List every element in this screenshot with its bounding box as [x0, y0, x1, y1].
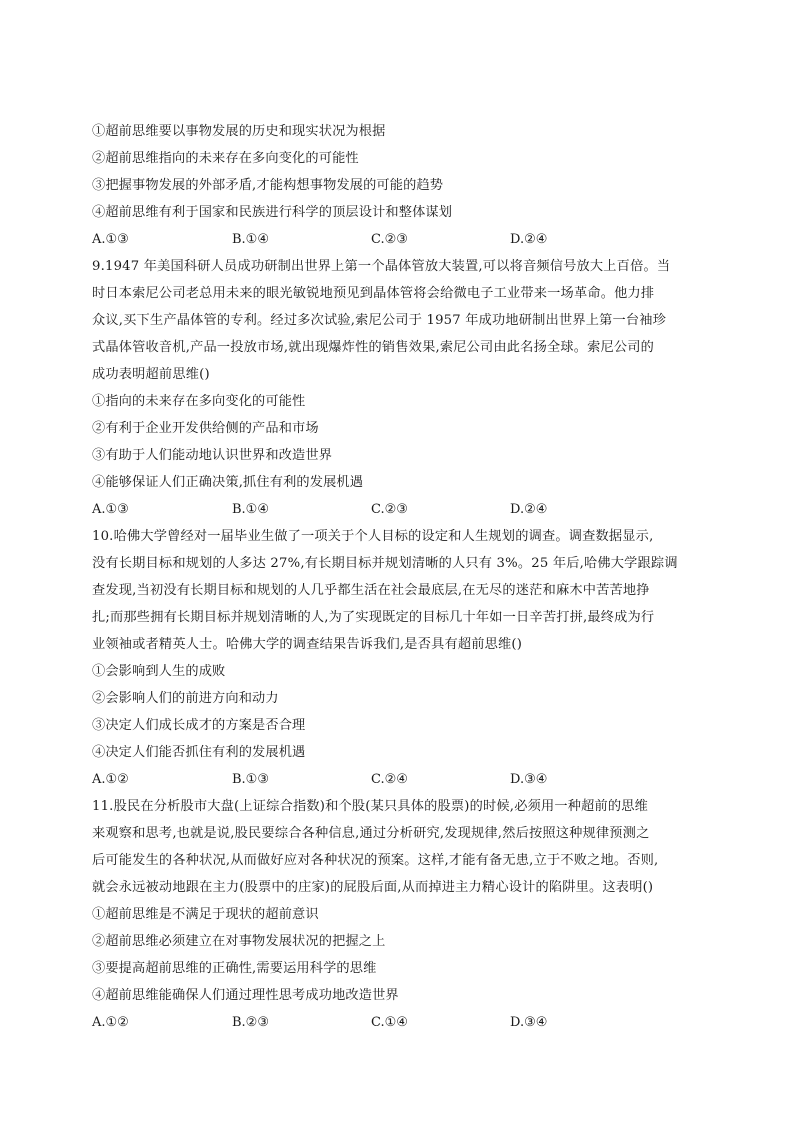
question-9-statements [92, 388, 704, 496]
option-d: D.③④ [510, 772, 548, 787]
statement: ①会影响到人生的成败 [92, 664, 226, 679]
option-c: C.②④ [371, 772, 408, 787]
option-c: C.②③ [371, 232, 408, 247]
statement: ④能够保证人们正确决策,抓住有利的发展机遇 [92, 475, 364, 490]
question-text-line: 10.哈佛大学曾经对一届毕业生做了一项关于个人目标的设定和人生规划的调查。调查数据显示, [92, 529, 654, 544]
statement: ②超前思维必须建立在对事物发展状况的把握之上 [92, 934, 386, 949]
question-text-line: 9.1947 年美国科研人员成功研制出世界上第一个晶体管放大装置,可以将音频信号放大上百倍。当 [92, 259, 671, 274]
question-8-options [92, 226, 704, 253]
statement: ③要提高超前思维的正确性,需要运用科学的思维 [92, 961, 377, 976]
statement: ①超前思维要以事物发展的历史和现实状况为根据 [92, 124, 386, 139]
statement: ③决定人们成长成才的方案是否合理 [92, 718, 306, 733]
question-text-line: 后可能发生的各种状况,从而做好应对各种状况的预案。这样,才能有备无患,立于不败之地。否则, [92, 853, 659, 868]
question-text-line: 扎;而那些拥有长期目标并规划清晰的人,为了实现既定的目标几十年如一日辛苦打拼,最终成为行 [92, 610, 655, 625]
question-11-statements [92, 901, 704, 1009]
exam-content [92, 118, 704, 1036]
question-10-stem [92, 523, 704, 658]
question-text-line: 式晶体管收音机,产品一投放市场,就出现爆炸性的销售效果,索尼公司由此名扬全球。索尼公司的 [92, 340, 655, 355]
statement: ④决定人们能否抓住有利的发展机遇 [92, 745, 306, 760]
option-d: D.②④ [510, 502, 548, 517]
option-d: D.③④ [510, 1015, 548, 1030]
question-8-statements [92, 118, 704, 226]
option-c: C.①④ [371, 1015, 408, 1030]
question-text-line: 业领袖或者精英人士。哈佛大学的调查结果告诉我们,是否具有超前思维() [92, 637, 523, 652]
statement: ③有助于人们能动地认识世界和改造世界 [92, 448, 333, 463]
option-c: C.②③ [371, 502, 408, 517]
statement: ④超前思维能确保人们通过理性思考成功地改造世界 [92, 988, 399, 1003]
question-text-line: 11.股民在分析股市大盘(上证综合指数)和个股(某只具体的股票)的时候,必须用一种超前的思维 [92, 799, 649, 814]
statement: ①超前思维是不满足于现状的超前意识 [92, 907, 319, 922]
option-a: A.①③ [92, 232, 129, 247]
question-11-options [92, 1009, 704, 1036]
option-a: A.①② [92, 1015, 129, 1030]
question-text-line: 查发现,当初没有长期目标和规划的人几乎都生活在社会最底层,在无尽的迷茫和麻木中苦苦地挣 [92, 583, 650, 598]
question-text-line: 没有长期目标和规划的人多达 27%,有长期目标并规划清晰的人只有 3%。25 年后,哈佛大学跟踪调 [92, 556, 678, 571]
option-b: B.①③ [232, 772, 269, 787]
question-text-line: 来观察和思考,也就是说,股民要综合各种信息,通过分析研究,发现规律,然后按照这种规律预测之 [92, 826, 650, 841]
statement: ③把握事物发展的外部矛盾,才能构想事物发展的可能的趋势 [92, 178, 444, 193]
statement: ②会影响人们的前进方向和动力 [92, 691, 279, 706]
option-d: D.②④ [510, 232, 548, 247]
statement: ④超前思维有利于国家和民族进行科学的顶层设计和整体谋划 [92, 205, 453, 220]
question-text-line: 成功表明超前思维() [92, 367, 210, 382]
question-text-line: 就会永远被动地跟在主力(股票中的庄家)的屁股后面,从而掉进主力精心设计的陷阱里。这表明() [92, 880, 654, 895]
question-text-line: 时日本索尼公司老总用未来的眼光敏锐地预见到晶体管将会给微电子工业带来一场革命。他力排 [92, 286, 655, 301]
statement: ①指向的未来存在多向变化的可能性 [92, 394, 306, 409]
option-b: B.①④ [232, 232, 269, 247]
option-b: B.②③ [232, 1015, 269, 1030]
statement: ②有利于企业开发供给侧的产品和市场 [92, 421, 319, 436]
question-9-stem [92, 253, 704, 388]
question-11-stem [92, 793, 704, 901]
statement: ②超前思维指向的未来存在多向变化的可能性 [92, 151, 359, 166]
question-text-line: 众议,买下生产晶体管的专利。经过多次试验,索尼公司于 1957 年成功地研制出世界上第一台袖珍 [92, 313, 667, 328]
question-10-statements [92, 658, 704, 766]
question-10-options [92, 766, 704, 793]
option-a: A.①③ [92, 502, 129, 517]
option-b: B.①④ [232, 502, 269, 517]
question-9-options [92, 496, 704, 523]
option-a: A.①② [92, 772, 129, 787]
